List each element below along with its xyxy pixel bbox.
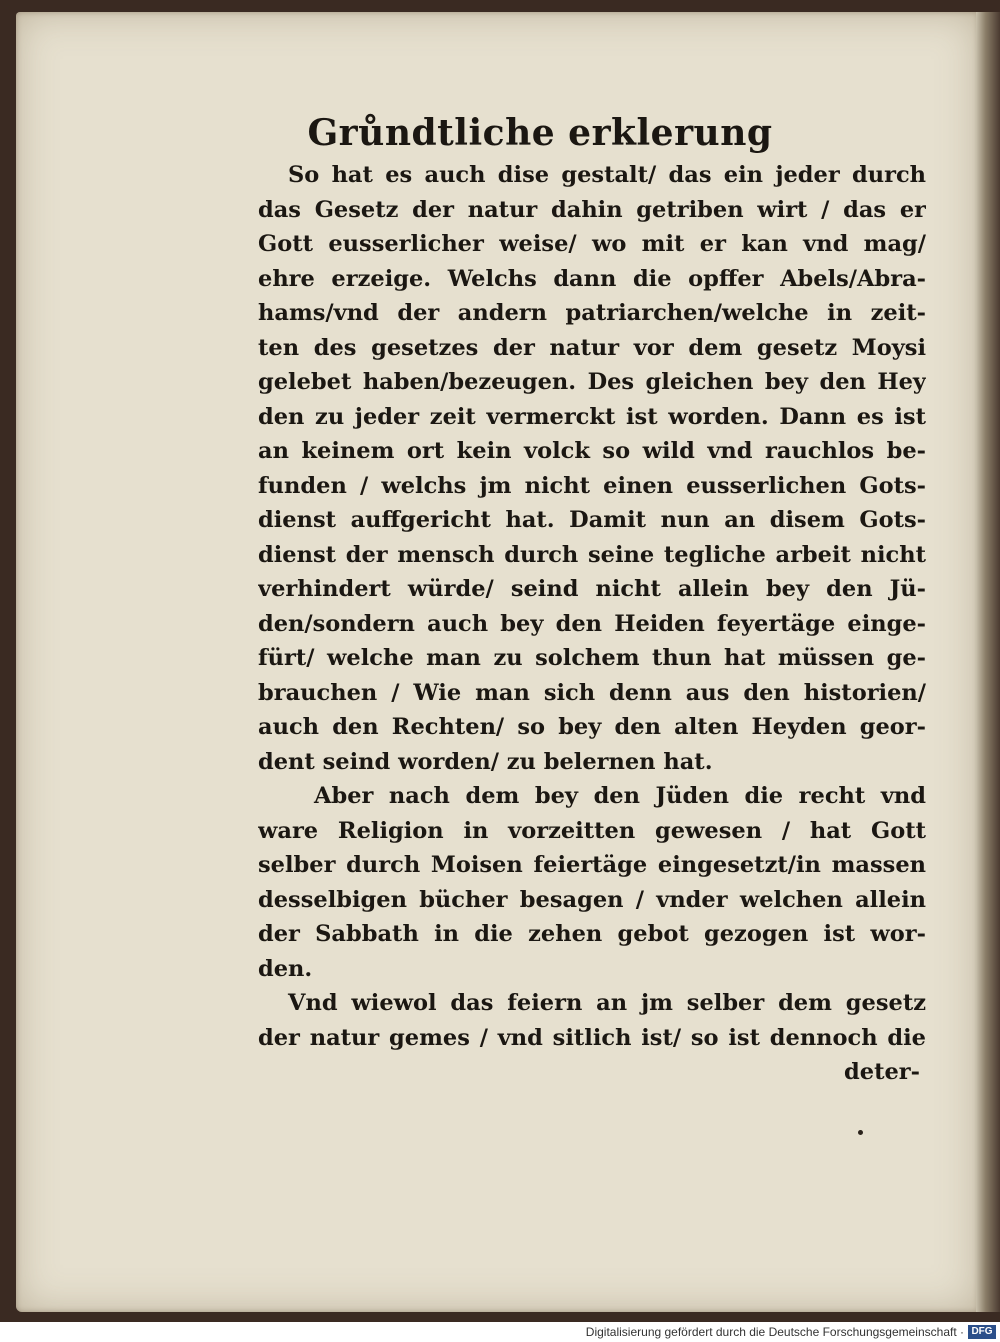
text-line: auch den Rechten/ so bey den alten Heyden geor-: [258, 714, 926, 740]
text-line: hams/vnd der andern patriarchen/welche in zeit-: [258, 300, 926, 326]
text-line: selber durch Moisen feiertäge eingesetzt/in massen: [258, 852, 926, 878]
text-line: dent seind worden/ zu belernen hat.: [258, 748, 713, 775]
page-heading: Grůndtliche erklerung: [307, 112, 773, 154]
text-line: das Gesetz der natur dahin getriben wirt / das er: [258, 196, 926, 223]
text-line: ehre erzeige. Welchs dann die opffer Abels/Abra-: [258, 265, 926, 292]
text-line: brauchen / Wie man sich denn aus den historien/: [258, 679, 926, 706]
body-text: [258, 158, 926, 1090]
funding-note: Digitalisierung gefördert durch die Deutsche Forschungsgemeinschaft ·: [585, 1325, 964, 1339]
text-line: funden / welchs jm nicht einen eusserlichen Gots-: [258, 472, 926, 499]
text-line: der Sabbath in die zehen gebot gezogen ist wor-: [258, 921, 926, 947]
text-line: dienst auffgericht hat. Damit nun an disem Gots-: [258, 507, 926, 533]
text-line: Aber nach dem bey den Jüden die recht vnd: [314, 783, 926, 809]
text-line: an keinem ort kein volck so wild vnd rauchlos be-: [258, 438, 926, 464]
catchword: deter-: [844, 1059, 920, 1085]
paragraph-3: [258, 986, 926, 1055]
text-line: Gott eusserlicher weise/ wo mit er kan vnd mag/: [258, 231, 926, 257]
text-line: gelebet haben/bezeugen. Des gleichen bey den Hey: [258, 369, 926, 395]
dfg-logo: DFG: [968, 1325, 996, 1339]
text-line: den.: [258, 955, 313, 982]
page-edge-shadow: [976, 12, 1000, 1312]
text-line: So hat es auch dise gestalt/ das ein jeder durch: [288, 162, 926, 188]
ink-speck: [858, 1130, 863, 1135]
text-line: ten des gesetzes der natur vor dem gesetz Moysi: [258, 334, 926, 361]
text-line: den/sondern auch bey den Heiden feyertäge einge-: [258, 610, 926, 637]
text-line: ware Religion in vorzeitten gewesen / hat Gott: [258, 817, 926, 844]
text-line: Vnd wiewol das feiern an jm selber dem gesetz: [288, 990, 926, 1016]
text-line: verhindert würde/ seind nicht allein bey den Jü-: [258, 576, 926, 602]
text-line: desselbigen bücher besagen / vnder welchen allein: [258, 886, 926, 913]
text-line: den zu jeder zeit vermerckt ist worden. Dann es ist: [258, 403, 926, 430]
text-line: fürt/ welche man zu solchem thun hat müssen ge-: [258, 645, 926, 671]
paragraph-1: [258, 158, 926, 779]
text-line: der natur gemes / vnd sitlich ist/ so ist dennoch die: [258, 1024, 926, 1051]
paragraph-2: [258, 779, 926, 986]
footer-bar: [0, 1322, 1000, 1342]
text-line: dienst der mensch durch seine tegliche arbeit nicht: [258, 541, 926, 568]
